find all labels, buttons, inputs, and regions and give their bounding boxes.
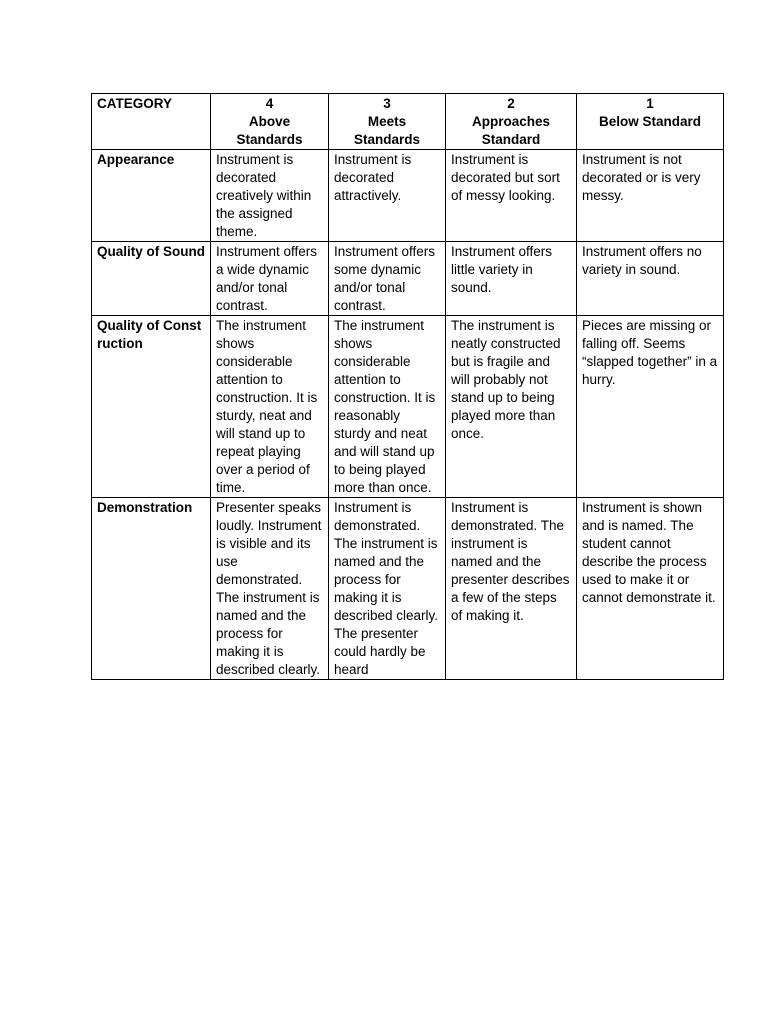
row-category: Appearance	[92, 150, 211, 242]
column-label: Standard	[481, 132, 541, 147]
table-cell: Presenter speaks loudly. Instrument is visible and its use demonstrated. The instrument is named and the process for making it is described clearly.	[211, 498, 329, 680]
table-cell: The instrument is neatly constructed but is fragile and will probably not stand up to being played more than once.	[446, 316, 577, 498]
column-score: 2	[507, 96, 515, 111]
table-cell: Instrument offers some dynamic and/or tonal contrast.	[329, 242, 446, 316]
column-header-2	[446, 94, 577, 150]
rubric-table	[91, 93, 724, 680]
column-score: 4	[265, 96, 274, 111]
column-label: Below Standard	[598, 114, 701, 129]
table-cell: Instrument offers no variety in sound.	[577, 242, 724, 316]
table-cell: Instrument is not decorated or is very messy.	[577, 150, 724, 242]
table-cell: Instrument is shown and is named. The student cannot describe the process used to make it or cannot demonstrate it.	[577, 498, 724, 680]
table-cell: Pieces are missing or falling off. Seems “slapped together” in a hurry.	[577, 316, 724, 498]
category-header: CATEGORY	[92, 94, 211, 150]
table-cell: Instrument is decorated but sort of messy looking.	[446, 150, 577, 242]
table-row-appearance	[92, 150, 724, 242]
row-category: Demonstration	[92, 498, 211, 680]
column-label: Above	[248, 114, 291, 129]
table-cell: The instrument shows considerable attention to construction. It is reasonably sturdy and neat and will stand up to being played more than once.	[329, 316, 446, 498]
header-row	[92, 94, 724, 150]
table-cell: The instrument shows considerable attention to construction. It is sturdy, neat and will stand up to repeat playing over a period of time.	[211, 316, 329, 498]
table-cell: Instrument is demonstrated. The instrument is named and the process for making it is described clearly. The presenter could hardly be heard	[329, 498, 446, 680]
table-cell: Instrument is decorated creatively within the assigned theme.	[211, 150, 329, 242]
column-score: 3	[383, 96, 391, 111]
column-label: Standards	[353, 132, 421, 147]
table-cell: Instrument is demonstrated. The instrument is named and the presenter describes a few of the steps of making it.	[446, 498, 577, 680]
column-header-4	[211, 94, 329, 150]
column-label: Approaches	[471, 114, 551, 129]
table-cell: Instrument offers little variety in sound.	[446, 242, 577, 316]
column-label: Standards	[236, 132, 303, 147]
row-category: Quality of Sound	[92, 242, 211, 316]
column-score: 1	[646, 96, 654, 111]
table-cell: Instrument is decorated attractively.	[329, 150, 446, 242]
row-category: Quality of Construction	[92, 316, 211, 498]
table-row-quality-of-sound	[92, 242, 724, 316]
column-header-3	[329, 94, 446, 150]
table-row-demonstration	[92, 498, 724, 680]
table-row-quality-of-construction	[92, 316, 724, 498]
table-cell: Instrument offers a wide dynamic and/or tonal contrast.	[211, 242, 329, 316]
column-label: Meets	[367, 114, 407, 129]
column-header-1	[577, 94, 724, 150]
